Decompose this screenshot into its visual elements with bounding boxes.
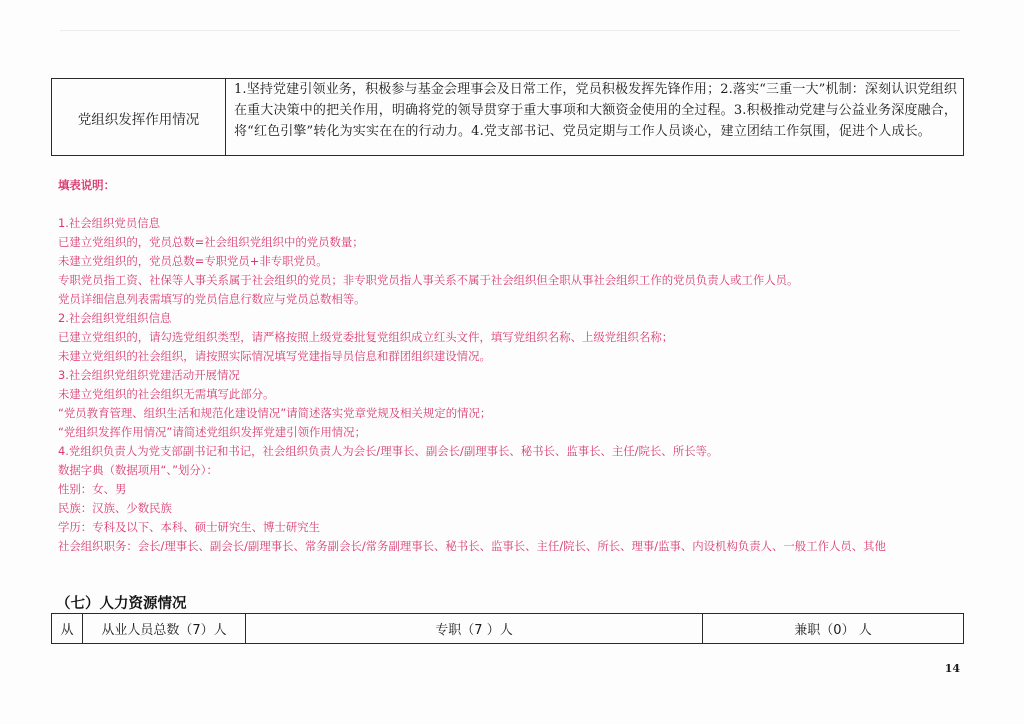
party-role-content: 1.坚持党建引领业务，积极参与基金会理事会及日常工作，党员积极发挥先锋作用；2.落实“三重一大”机制：深刻认识党组织在重大决策中的把关作用，明确将党的领导贯穿于重大事项和大额资金使用的全过程。3.积极推动党建与公益业务深度融合，将“红色引擎”转化为实实在在的行动力。4.党支部书记、党员定期与工作人员谈心，建立团结工作氛围，促进个人成长。	[234, 82, 957, 139]
instruction-line: 性别：女、男	[58, 482, 127, 496]
instruction-line: 未建立党组织的，党员总数=专职党员+非专职党员。	[58, 254, 328, 268]
instruction-line: 已建立党组织的，党员总数=社会组织党组织中的党员数量；	[58, 235, 364, 249]
instruction-line: 已建立党组织的，请勾选党组织类型，请严格按照上级党委批复党组织成立红头文件，填写党组织名称、上级党组织名称；	[58, 330, 674, 344]
form-instructions	[58, 176, 968, 556]
hr-parttime-staff: 兼职（0） 人	[794, 623, 872, 638]
instructions-title: 填表说明：	[58, 178, 115, 192]
instruction-line: “党员教育管理、组织生活和规范化建设情况”请简述落实党章党规及相关规定的情况；	[58, 406, 492, 420]
instruction-line: 3.社会组织党组织党建活动开展情况	[58, 368, 240, 382]
scan-artifact-line	[60, 30, 960, 31]
instruction-line: 未建立党组织的社会组织无需填写此部分。	[58, 387, 275, 401]
instruction-line: 未建立党组织的社会组织，请按照实际情况填写党建指导员信息和群团组织建设情况。	[58, 349, 491, 363]
instruction-line-roles: 社会组织职务：会长/理事长、副会长/副理事长、常务副会长/常务副理事长、秘书长、监事长、主任/院长、所长、理事/监事、内设机构负责人、一般工作人员、其他	[58, 539, 886, 553]
instruction-line: 民族：汉族、少数民族	[58, 501, 172, 515]
hr-table-row-header: 从	[52, 614, 83, 643]
party-role-table	[51, 78, 964, 156]
instruction-line: 党员详细信息列表需填写的党员信息行数应与党员总数相等。	[58, 292, 366, 306]
instruction-line: 4.党组织负责人为党支部副书记和书记，社会组织负责人为会长/理事长、副会长/副理事长、秘书长、监事长、主任/院长、所长等。	[58, 444, 719, 458]
instruction-line: 数据字典（数据项用“、”划分）：	[58, 463, 218, 477]
instruction-line: 专职党员指工资、社保等人事关系属于社会组织的党员；非专职党员指人事关系不属于社会组织但全职从事社会组织工作的党员负责人或工作人员。	[58, 273, 799, 287]
instruction-line: “党组织发挥作用情况”请简述党组织发挥党建引领作用情况；	[58, 425, 366, 439]
section-heading-hr: （七）人力资源情况	[56, 596, 187, 612]
hr-table	[51, 613, 964, 644]
hr-fulltime-staff: 专职（7 ）人	[246, 614, 703, 643]
instruction-line: 学历：专科及以下、本科、硕士研究生、博士研究生	[58, 520, 320, 534]
party-role-label: 党组织发挥作用情况	[52, 79, 226, 155]
instruction-line: 1.社会组织党员信息	[58, 216, 160, 230]
instruction-line: 2.社会组织党组织信息	[58, 311, 172, 325]
hr-total-staff: 从业人员总数（7）人	[83, 614, 246, 643]
page-number: 14	[944, 662, 960, 675]
